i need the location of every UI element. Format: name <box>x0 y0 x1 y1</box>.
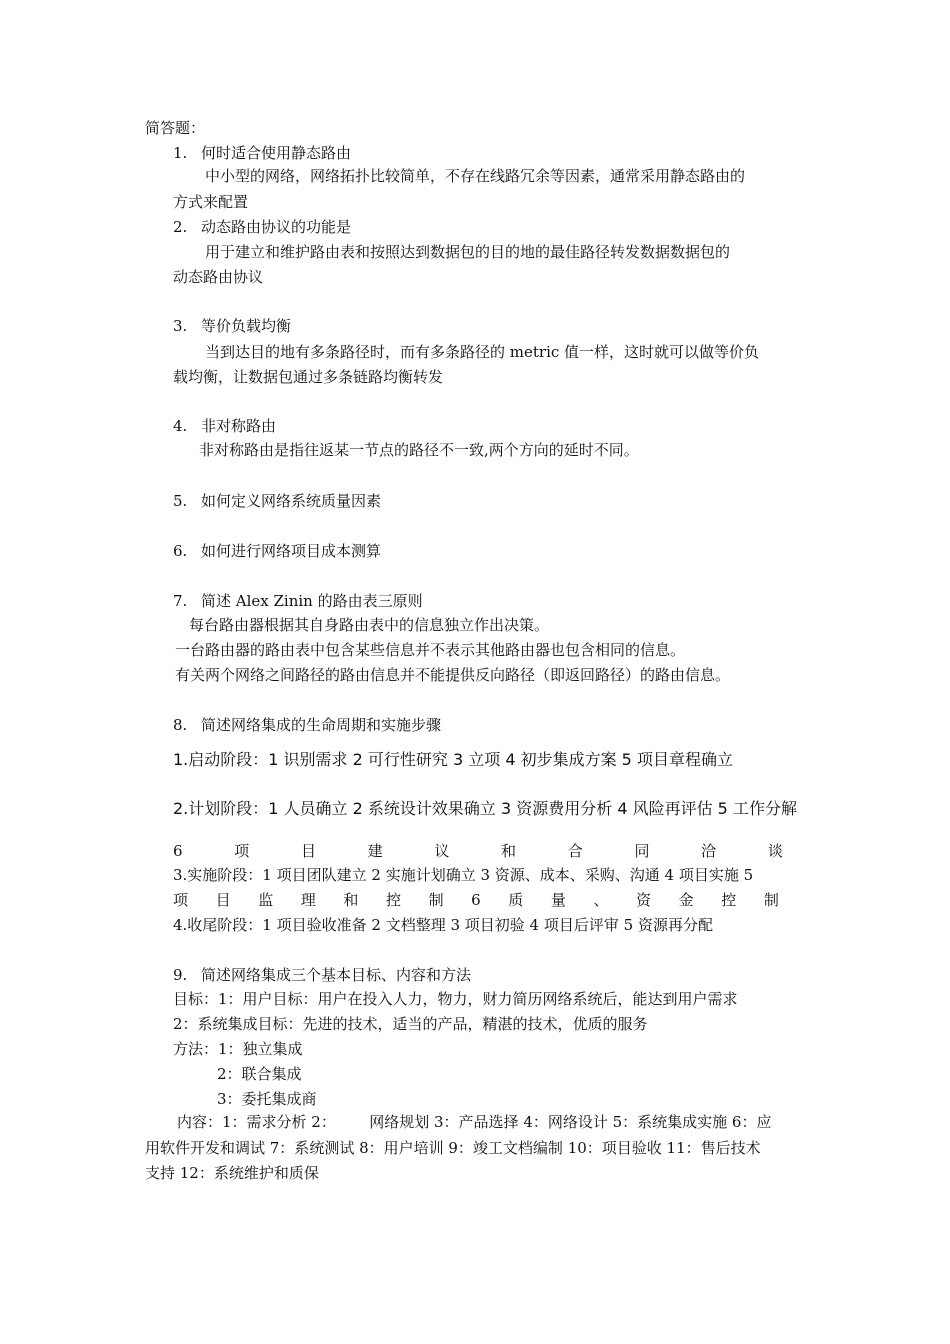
spread-char: 控 <box>721 891 737 909</box>
stage-line: 3.实施阶段：1 项目团队建立 2 实施计划确立 3 资源、成本、采购、沟通 4 项目实施 5 <box>173 866 754 884</box>
goal-line: 2：系统集成目标：先进的技术，适当的产品，精湛的技术，优质的服务 <box>173 1015 648 1033</box>
content-line: 支持 12：系统维护和质保 <box>145 1164 319 1182</box>
question-title: 非对称路由 <box>201 417 277 435</box>
stage-continuation-line <box>173 890 779 910</box>
spread-char: 建 <box>367 842 383 860</box>
stage-line: 1.启动阶段：1 识别需求 2 可行性研究 3 立项 4 初步集成方案 5 项目章程确立 <box>173 750 733 769</box>
document-heading: 简答题： <box>145 119 206 137</box>
spread-char: 洽 <box>701 842 717 860</box>
question-number: 5. <box>173 492 188 510</box>
method-line: 2：联合集成 <box>217 1065 302 1083</box>
answer-line: 有关两个网络之间路径的路由信息并不能提供反向路径（即返回路径）的路由信息。 <box>175 666 731 684</box>
method-line: 方法：1：独立集成 <box>173 1040 303 1058</box>
spread-char: 6 <box>173 842 183 860</box>
question-title: 简述网络集成的生命周期和实施步骤 <box>201 716 442 734</box>
question-2 <box>173 217 351 237</box>
spread-char: 6 <box>471 891 481 909</box>
spread-char: 监 <box>258 891 274 909</box>
spread-char: 谈 <box>767 842 783 860</box>
spread-char: 和 <box>343 891 359 909</box>
question-7 <box>173 591 423 611</box>
content-line: 内容：1：需求分析 2： 网络规划 3：产品选择 4：网络设计 5：系统集成实施 6：应 <box>177 1113 772 1131</box>
question-title: 等价负载均衡 <box>201 317 292 335</box>
question-title: 何时适合使用静态路由 <box>201 144 352 162</box>
question-title: 如何进行网络项目成本测算 <box>201 542 382 560</box>
spread-char: 目 <box>215 891 231 909</box>
spread-char: 质 <box>508 891 524 909</box>
question-number: 9. <box>173 966 188 984</box>
question-number: 8. <box>173 716 188 734</box>
stage-line: 2.计划阶段：1 人员确立 2 系统设计效果确立 3 资源费用分析 4 风险再评估 5 工作分解 <box>173 799 797 818</box>
spread-char: 金 <box>678 891 694 909</box>
question-number: 2. <box>173 218 188 236</box>
spread-char: 资 <box>636 891 652 909</box>
stage-line: 4.收尾阶段：1 项目验收准备 2 文档整理 3 项目初验 4 项目后评审 5 资源再分配 <box>173 916 713 934</box>
spread-char: 项 <box>173 891 189 909</box>
spread-char: 量 <box>550 891 566 909</box>
question-title: 简述网络集成三个基本目标、内容和方法 <box>201 966 472 984</box>
question-number: 7. <box>173 592 188 610</box>
answer-line: 动态路由协议 <box>173 268 264 286</box>
stage-continuation-line <box>173 841 783 861</box>
answer-line: 每台路由器根据其自身路由表中的信息独立作出决策。 <box>189 616 550 634</box>
question-8 <box>173 715 441 735</box>
question-title: 如何定义网络系统质量因素 <box>201 492 382 510</box>
question-title: 简述 Alex Zinin 的路由表三原则 <box>201 592 423 610</box>
answer-line: 当到达目的地有多条路径时，而有多条路径的 metric 值一样，这时就可以做等价负 <box>205 343 760 361</box>
question-3 <box>173 316 291 336</box>
question-number: 4. <box>173 417 188 435</box>
question-number: 6. <box>173 542 188 560</box>
answer-line: 非对称路由是指往返某一节点的路径不一致,两个方向的延时不同。 <box>199 441 639 459</box>
question-6 <box>173 541 381 561</box>
spread-char: 制 <box>428 891 444 909</box>
method-line: 3：委托集成商 <box>217 1090 317 1108</box>
answer-line: 用于建立和维护路由表和按照达到数据包的目的地的最佳路径转发数据数据包的 <box>205 243 731 261</box>
spread-char: 、 <box>593 891 609 909</box>
content-line: 用软件开发和调试 7：系统测试 8：用户培训 9：竣工文档编制 10：项目验收 11：售后技术 <box>145 1139 761 1157</box>
question-1 <box>173 143 351 163</box>
spread-char: 理 <box>300 891 316 909</box>
answer-line: 方式来配置 <box>173 193 249 211</box>
spread-char: 控 <box>385 891 401 909</box>
goal-line: 目标：1：用户目标：用户在投入人力，物力，财力简历网络系统后，能达到用户需求 <box>173 990 738 1008</box>
question-title: 动态路由协议的功能是 <box>201 218 352 236</box>
question-4 <box>173 416 276 436</box>
question-5 <box>173 491 381 511</box>
spread-char: 合 <box>567 842 583 860</box>
spread-char: 项 <box>234 842 250 860</box>
spread-char: 和 <box>501 842 517 860</box>
question-9 <box>173 965 471 985</box>
spread-char: 目 <box>300 842 316 860</box>
answer-line: 中小型的网络，网络拓扑比较简单，不存在线路冗余等因素，通常采用静态路由的 <box>205 167 746 185</box>
question-number: 3. <box>173 317 188 335</box>
answer-line: 一台路由器的路由表中包含某些信息并不表示其他路由器也包含相同的信息。 <box>175 641 686 659</box>
answer-line: 载均衡，让数据包通过多条链路均衡转发 <box>173 368 444 386</box>
spread-char: 制 <box>763 891 779 909</box>
spread-char: 同 <box>634 842 650 860</box>
spread-char: 议 <box>434 842 450 860</box>
question-number: 1. <box>173 144 188 162</box>
